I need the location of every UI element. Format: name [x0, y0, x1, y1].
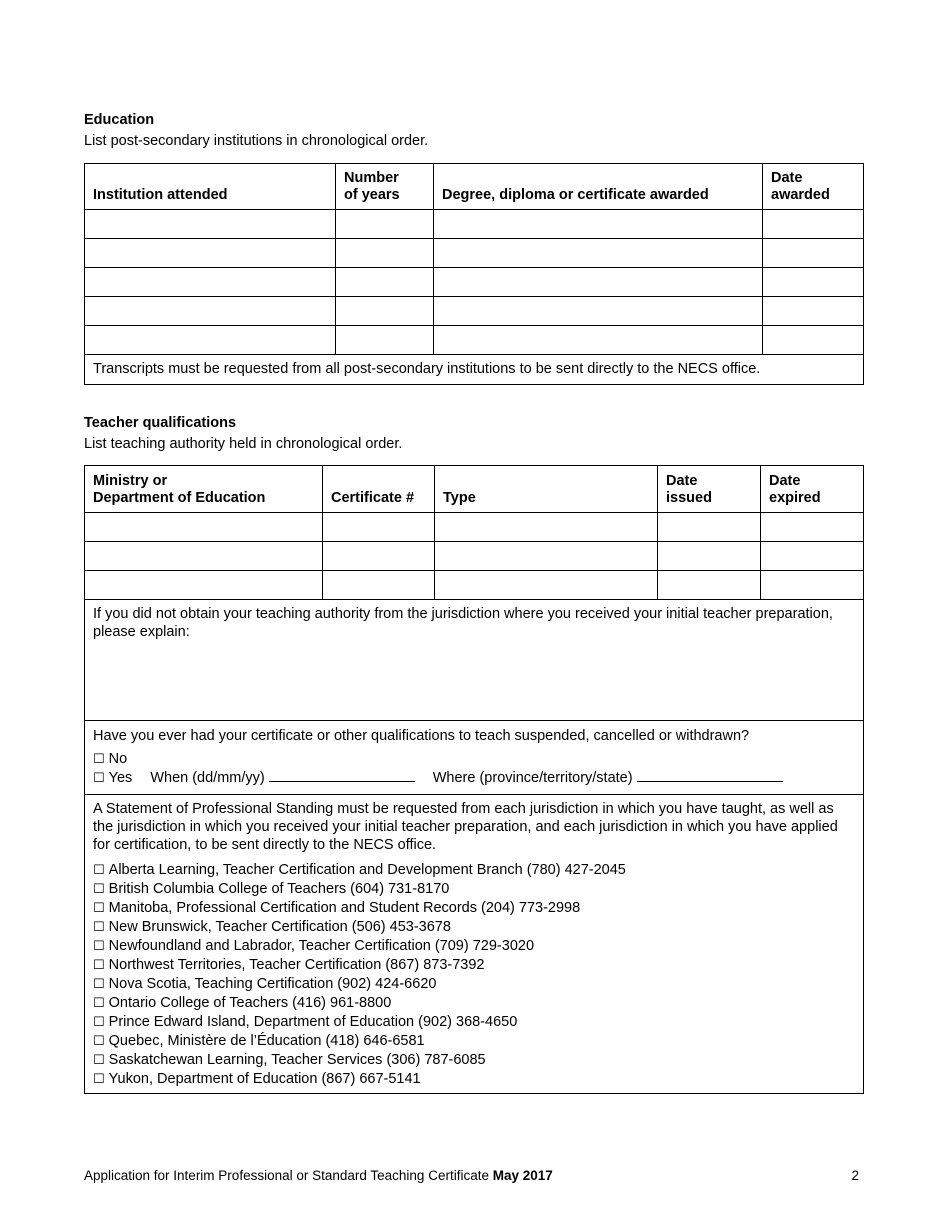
- degree-cell[interactable]: [434, 268, 763, 297]
- table-row: [85, 326, 864, 355]
- table-row: [85, 210, 864, 239]
- jurisdiction-label: New Brunswick, Teacher Certification (506) 453-3678: [108, 919, 451, 935]
- statement-text: A Statement of Professional Standing must be requested from each jurisdiction in which you have taught, as well as the jurisdiction in which you received your initial teacher preparation, and each jurisdiction in which you have applied for certification, to be sent directly to the NECS office.: [93, 801, 838, 853]
- institution-cell[interactable]: [85, 210, 336, 239]
- certificate-cell[interactable]: [323, 542, 435, 571]
- date-expired-cell[interactable]: [761, 542, 864, 571]
- years-cell[interactable]: [336, 297, 434, 326]
- when-field[interactable]: [269, 769, 415, 782]
- transcripts-note: Transcripts must be requested from all post-secondary institutions to be sent directly to the NECS office.: [85, 355, 864, 385]
- years-cell[interactable]: [336, 210, 434, 239]
- jurisdiction-item[interactable]: [93, 1013, 855, 1032]
- jurisdiction-item[interactable]: [93, 880, 855, 899]
- header-degree: Degree, diploma or certificate awarded: [434, 164, 763, 210]
- header-type: Type: [435, 466, 658, 513]
- type-cell[interactable]: [435, 542, 658, 571]
- header-date-awarded: Date awarded: [763, 164, 864, 210]
- jurisdiction-label: Nova Scotia, Teaching Certification (902) 424-6620: [108, 976, 437, 992]
- table-row: [85, 571, 864, 600]
- jurisdiction-item[interactable]: [93, 937, 855, 956]
- jurisdiction-label: Newfoundland and Labrador, Teacher Certification (709) 729-3020: [108, 938, 535, 954]
- date-issued-cell[interactable]: [658, 513, 761, 542]
- checkbox-icon[interactable]: ☐: [93, 920, 105, 935]
- institution-cell[interactable]: [85, 239, 336, 268]
- header-date-issued: Date issued: [658, 466, 761, 513]
- checkbox-icon[interactable]: ☐: [93, 1034, 105, 1049]
- checkbox-icon[interactable]: ☐: [93, 996, 105, 1011]
- degree-cell[interactable]: [434, 210, 763, 239]
- education-header-row: [85, 164, 864, 210]
- jurisdiction-label: British Columbia College of Teachers (604) 731-8170: [108, 881, 450, 897]
- jurisdiction-item[interactable]: [93, 956, 855, 975]
- explain-box[interactable]: [85, 600, 864, 721]
- certificate-cell[interactable]: [323, 513, 435, 542]
- jurisdiction-label: Northwest Territories, Teacher Certification (867) 873-7392: [108, 957, 485, 973]
- date-awarded-cell[interactable]: [763, 268, 864, 297]
- qualifications-title: Teacher qualifications: [84, 415, 237, 431]
- jurisdiction-label: Yukon, Department of Education (867) 667-5141: [108, 1071, 421, 1087]
- jurisdiction-item[interactable]: [93, 975, 855, 994]
- statement-row: [85, 795, 864, 1094]
- years-cell[interactable]: [336, 326, 434, 355]
- yes-label: Yes: [108, 770, 133, 786]
- footer-text: Application for Interim Professional or Standard Teaching Certificate: [84, 1168, 489, 1183]
- education-table: [84, 163, 864, 385]
- date-expired-cell[interactable]: [761, 571, 864, 600]
- degree-cell[interactable]: [434, 297, 763, 326]
- education-subtitle: List post-secondary institutions in chronological order.: [84, 133, 429, 149]
- certificate-cell[interactable]: [323, 571, 435, 600]
- table-row: [85, 268, 864, 297]
- checkbox-icon[interactable]: ☐: [93, 958, 105, 973]
- checkbox-icon[interactable]: ☐: [93, 1015, 105, 1030]
- table-row: [85, 542, 864, 571]
- qualifications-subtitle: List teaching authority held in chronological order.: [84, 436, 403, 452]
- institution-cell[interactable]: [85, 326, 336, 355]
- yes-option: [93, 769, 855, 788]
- checkbox-icon[interactable]: ☐: [93, 977, 105, 992]
- checkbox-icon[interactable]: ☐: [93, 863, 105, 878]
- ministry-cell[interactable]: [85, 571, 323, 600]
- date-awarded-cell[interactable]: [763, 239, 864, 268]
- jurisdiction-label: Saskatchewan Learning, Teacher Services (306) 787-6085: [108, 1052, 486, 1068]
- checkbox-icon[interactable]: ☐: [93, 1053, 105, 1068]
- ministry-cell[interactable]: [85, 542, 323, 571]
- years-cell[interactable]: [336, 268, 434, 297]
- checkbox-icon[interactable]: ☐: [93, 882, 105, 897]
- degree-cell[interactable]: [434, 326, 763, 355]
- table-row: [85, 239, 864, 268]
- transcripts-note-row: [85, 355, 864, 385]
- checkbox-icon[interactable]: ☐: [93, 1072, 105, 1087]
- explain-row: [85, 600, 864, 721]
- years-cell[interactable]: [336, 239, 434, 268]
- date-awarded-cell[interactable]: [763, 297, 864, 326]
- jurisdiction-item[interactable]: [93, 1032, 855, 1051]
- header-institution: Institution attended: [85, 164, 336, 210]
- explain-prompt: If you did not obtain your teaching authority from the jurisdiction where you received your initial teacher preparation, please explain:: [93, 606, 833, 640]
- degree-cell[interactable]: [434, 239, 763, 268]
- table-row: [85, 513, 864, 542]
- header-ministry: Ministry or Department of Education: [85, 466, 323, 513]
- jurisdiction-item[interactable]: [93, 1051, 855, 1070]
- checkbox-icon[interactable]: ☐: [93, 771, 105, 786]
- checkbox-icon[interactable]: ☐: [93, 939, 105, 954]
- where-label: Where (province/territory/state): [432, 770, 633, 786]
- suspended-box: [85, 721, 864, 795]
- page-footer: [84, 1168, 863, 1183]
- jurisdiction-label: Quebec, Ministère de l’Éducation (418) 646-6581: [108, 1033, 425, 1049]
- header-date-expired: Date expired: [761, 466, 864, 513]
- suspended-row: [85, 721, 864, 795]
- jurisdiction-item[interactable]: [93, 918, 855, 937]
- type-cell[interactable]: [435, 571, 658, 600]
- jurisdiction-item[interactable]: [93, 1070, 855, 1089]
- date-awarded-cell[interactable]: [763, 326, 864, 355]
- institution-cell[interactable]: [85, 297, 336, 326]
- when-label: When (dd/mm/yy): [150, 770, 265, 786]
- jurisdiction-label: Manitoba, Professional Certification and Student Records (204) 773-2998: [108, 900, 581, 916]
- education-title: Education: [84, 112, 155, 128]
- page-number: 2: [851, 1168, 859, 1183]
- jurisdiction-label: Ontario College of Teachers (416) 961-8800: [108, 995, 392, 1011]
- header-years: Number of years: [336, 164, 434, 210]
- no-option[interactable]: [93, 750, 855, 769]
- qualifications-table: [84, 465, 864, 1094]
- date-awarded-cell[interactable]: [763, 210, 864, 239]
- jurisdiction-list: [93, 861, 855, 1089]
- table-row: [85, 297, 864, 326]
- ministry-cell[interactable]: [85, 513, 323, 542]
- no-label: No: [108, 751, 128, 767]
- qualifications-header-row: [85, 466, 864, 513]
- jurisdiction-label: Prince Edward Island, Department of Education (902) 368-4650: [108, 1014, 518, 1030]
- jurisdiction-label: Alberta Learning, Teacher Certification and Development Branch (780) 427-2045: [108, 862, 626, 878]
- jurisdiction-item[interactable]: [93, 899, 855, 918]
- type-cell[interactable]: [435, 513, 658, 542]
- where-field[interactable]: [637, 769, 783, 782]
- checkbox-icon[interactable]: ☐: [93, 901, 105, 916]
- date-expired-cell[interactable]: [761, 513, 864, 542]
- jurisdiction-item[interactable]: [93, 994, 855, 1013]
- statement-box: [85, 795, 864, 1094]
- institution-cell[interactable]: [85, 268, 336, 297]
- suspended-question: Have you ever had your certificate or other qualifications to teach suspended, cancelled or withdrawn?: [93, 728, 750, 744]
- date-issued-cell[interactable]: [658, 542, 761, 571]
- checkbox-icon[interactable]: ☐: [93, 752, 105, 767]
- header-certificate: Certificate #: [323, 466, 435, 513]
- footer-date: May 2017: [492, 1168, 553, 1183]
- date-issued-cell[interactable]: [658, 571, 761, 600]
- jurisdiction-item[interactable]: [93, 861, 855, 880]
